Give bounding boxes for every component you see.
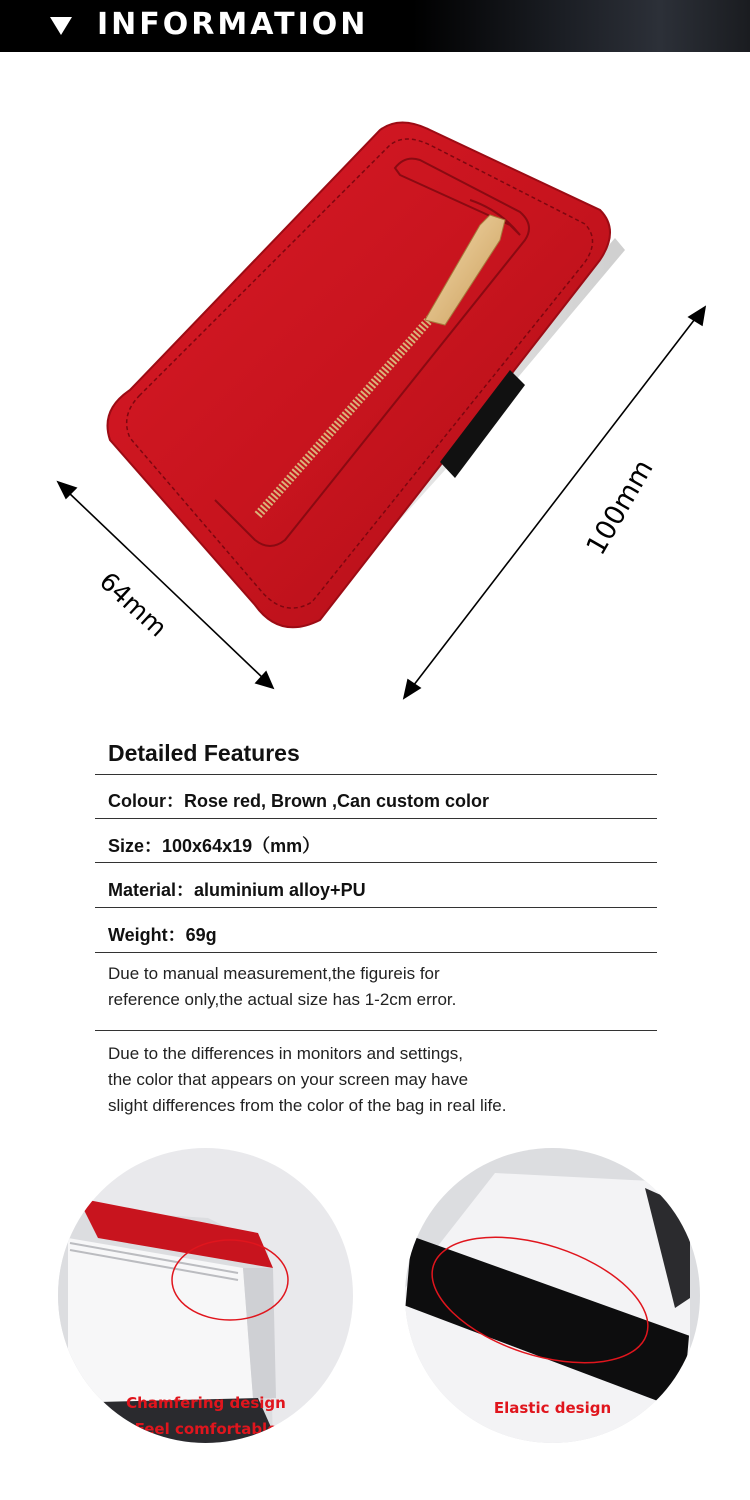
divider	[95, 907, 657, 908]
product-illustration	[0, 52, 750, 712]
measurement-note	[108, 961, 456, 1013]
chamfering-caption-line: Chamfering design	[126, 1394, 286, 1412]
width-label: 64mm	[93, 566, 173, 643]
features-title: Detailed Features	[108, 740, 300, 766]
feature-size: Size：100x64x19（mm）	[108, 836, 321, 856]
detail-elastic	[405, 1148, 700, 1443]
measurement-note-line: reference only,the actual size has 1-2cm error.	[108, 990, 457, 1009]
divider	[95, 952, 657, 953]
section-header	[0, 0, 750, 52]
divider	[95, 862, 657, 863]
color-note	[108, 1041, 506, 1119]
chamfering-caption-line: Feel comfortable	[134, 1420, 278, 1438]
detail-chamfering	[58, 1148, 353, 1443]
divider	[95, 774, 657, 775]
elastic-caption: Elastic design	[493, 1399, 612, 1417]
section-title: INFORMATION	[97, 7, 369, 42]
length-label: 100mm	[580, 454, 660, 561]
triangle-down-icon	[50, 17, 72, 35]
divider	[95, 1030, 657, 1031]
divider	[95, 818, 657, 819]
feature-weight: Weight：69g	[108, 925, 217, 945]
measurement-note-line: Due to manual measurement,the figureis for	[108, 964, 440, 983]
feature-material: Material：aluminium alloy+PU	[108, 880, 366, 900]
color-note-line: Due to the differences in monitors and settings,	[108, 1044, 463, 1063]
chamfering-caption	[106, 1394, 306, 1438]
color-note-line: slight differences from the color of the bag in real life.	[108, 1096, 507, 1115]
product-hero	[0, 52, 750, 712]
color-note-line: the color that appears on your screen may have	[108, 1070, 469, 1089]
feature-colour: Colour：Rose red, Brown ,Can custom color	[108, 791, 490, 811]
